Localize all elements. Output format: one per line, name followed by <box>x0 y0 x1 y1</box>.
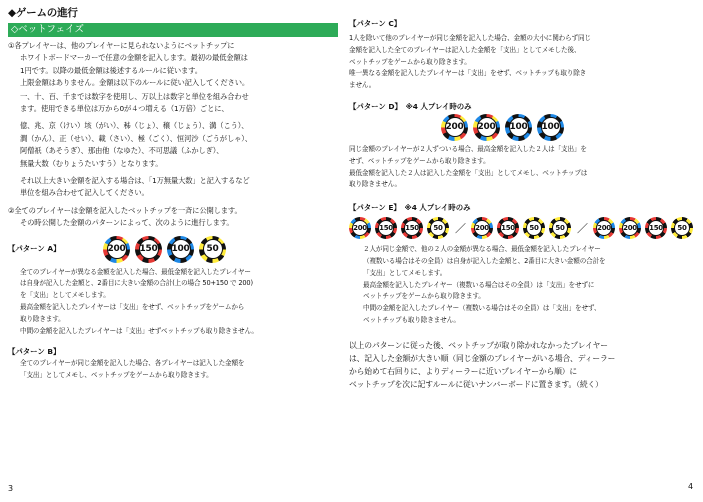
pattern-b-text <box>8 358 343 382</box>
text-line: 金額を記入した全てのプレイヤーは記入した金額を「支出」としてメモした後、 <box>349 45 581 54</box>
text-line: せず、ベットチップをゲームから取り除きます。 <box>349 156 490 165</box>
pattern-d-label: 【パターン D】 ※4 人プレイ時のみ <box>349 101 472 111</box>
text-line: 澗（かん）、正（せい）、載（さい）、極（ごく）、恒河沙（ごうがしゃ）、 <box>20 133 252 143</box>
bet-chip: 200 <box>473 114 500 141</box>
text-line: 億、兆、京（けい）垓（がい）、秭（じょ）、穣（じょう）、溝（こう）、 <box>20 121 249 131</box>
bet-chip: 200 <box>471 217 493 239</box>
closing-paragraph <box>349 339 697 391</box>
pattern-d-text <box>349 144 697 191</box>
bet-chip: 50 <box>671 217 693 239</box>
bet-chip: 50 <box>549 217 571 239</box>
text-line: 中間の金額を記入したプレイヤー（複数いる場合はその全員）は「支出」をせず、 <box>363 304 601 313</box>
bet-chip: 150 <box>135 236 162 263</box>
pattern-e-text <box>349 244 697 327</box>
pattern-a-chips <box>103 236 231 263</box>
bet-chip: 200 <box>593 217 615 239</box>
bet-rules-paragraph <box>8 40 343 170</box>
text-line: は、記入した金額が大きい順（同じ金額のプレイヤーがいる場合、ディーラー <box>349 353 616 363</box>
bet-chip: 50 <box>427 217 449 239</box>
pattern-e-chips <box>349 217 697 239</box>
bet-chip: 200 <box>619 217 641 239</box>
pattern-a-label: 【パターン A】 <box>8 244 61 254</box>
text-line: ベットチップをゲームから取り除きます。 <box>349 57 471 66</box>
text-line: 全てのプレイヤーが異なる金額を記入した場合、最低金額を記入したプレイヤー <box>20 267 251 276</box>
right-page <box>349 0 697 391</box>
left-page <box>8 0 343 382</box>
text-line: 1円です。以降の最低金額は後述するルールに従います。 <box>20 65 202 75</box>
text-line: （複数いる場合はその全員）は自身が記入した金額と、2番目に大きい金額の合計を <box>363 256 606 265</box>
text-line: それ以上大きい金額を記入する場合は、「1万無量大数」と記入するなど <box>20 176 250 186</box>
pattern-b-label: 【パターン B】 <box>8 347 61 357</box>
text-line: 単位を組み合わせて記入してください。 <box>20 188 149 198</box>
text-line: 阿僧祇（あそうぎ）、那由他（なゆた）、不可思議（ふかしぎ）、 <box>20 146 224 156</box>
text-line: 取り除きません。 <box>349 180 401 189</box>
text-line: 唯一異なる金額を記入したプレイヤーは「支出」をせず、ベットチップも取り除き <box>349 69 587 78</box>
page-number: 3 <box>8 484 14 493</box>
text-line: ベットチップも取り除きません。 <box>363 315 460 324</box>
text-line: ベットチップをゲームから取り除きます。 <box>363 292 485 301</box>
unit-combination-paragraph <box>8 175 343 200</box>
text-line: 取り除きます。 <box>20 314 65 323</box>
phase-banner: ◇ベットフェイズ <box>8 23 338 37</box>
bet-chip: 200 <box>349 217 371 239</box>
text-line: 最高金額を記入したプレイヤー（複数いる場合はその全員）は「支出」をせずに <box>363 280 595 289</box>
text-line: 最高金額を記入したプレイヤーは「支出」をせず、ベットチップをゲームから <box>20 303 245 312</box>
text-line: 中間の金額を記入したプレイヤーは「支出」せずベットチップも取り除きません。 <box>20 326 258 335</box>
separator: ／ <box>577 222 588 236</box>
separator: ／ <box>455 222 466 236</box>
text-line: ホワイトボードマーカーで任意の金額を記入します。最初の最低金額は <box>20 53 248 63</box>
text-line: ベットチップを次に記すルールに従いナンバーボードに置きます。（続く） <box>349 379 603 389</box>
pattern-d-chips <box>349 114 697 141</box>
pattern-c-label: 【パターン C】 <box>349 19 402 28</box>
bet-chip: 200 <box>441 114 468 141</box>
text-line: その時公開した金額のパターンによって、次のように進行します。 <box>20 218 234 228</box>
text-line: は自身が記入した金額と、2番目に大きい金額の合計(上の場合 50+150 で 200) <box>20 279 253 288</box>
text-line: ２人が同じ金額で、他の２人の金額が異なる場合、最低金額を記入したプレイヤー <box>363 245 601 254</box>
text-line: 一、十、百、千までは数字を使用し、万以上は数字と単位を組み合わせ <box>20 91 249 101</box>
text-line: 無量大数（むりょうたいすう）となります。 <box>20 158 163 168</box>
pattern-a-text <box>8 267 343 338</box>
bet-chip: 100 <box>505 114 532 141</box>
bet-chip: 50 <box>523 217 545 239</box>
bet-chip: 150 <box>375 217 397 239</box>
bet-chip: 150 <box>497 217 519 239</box>
bet-chip: 150 <box>401 217 423 239</box>
text-line: ①各プレイヤーは、他のプレイヤーに見られないようにベットチップに <box>8 41 235 50</box>
text-line: 「支出」としてメモし、ベットチップをゲームから取り除きます。 <box>20 371 213 380</box>
text-line: 同じ金額のプレイヤーが２人ずついる場合、最高金額を記入した２人は「支出」を <box>349 144 587 153</box>
pattern-e-label: 【パターン E】 ※4 人プレイ時のみ <box>349 203 471 213</box>
text-line: ②全てのプレイヤーは金額を記入したベットチップを一斉に公開します。 <box>8 205 242 215</box>
bet-chip: 50 <box>199 236 226 263</box>
bet-chip: 100 <box>167 236 194 263</box>
reveal-paragraph <box>8 205 343 230</box>
text-line: 1人を除いて他のプレイヤーが同じ金額を記入した場合、金額の大小に関わらず同じ <box>349 34 591 42</box>
pattern-c-text <box>349 33 697 92</box>
text-line: 全てのプレイヤーが同じ金額を記入した場合、各プレイヤーは記入した金額を <box>20 359 245 368</box>
section-title: ◆ゲームの進行 <box>8 7 78 19</box>
text-line: ません。 <box>349 81 376 90</box>
bet-chip: 150 <box>645 217 667 239</box>
page-number: 4 <box>688 482 694 491</box>
text-line: から始めて右回りに、よりディーラーに近いプレイヤーから順）に <box>349 366 578 376</box>
bet-chip: 200 <box>103 236 130 263</box>
text-line: 最低金額を記入した２人は記入した金額を「支出」としてメモし、ベットチップは <box>349 168 588 177</box>
text-line: を「支出」としてメモします。 <box>20 291 110 300</box>
text-line: 「支出」としてメモします。 <box>363 268 447 277</box>
pattern-a-header <box>8 236 343 263</box>
text-line: ます。使用できる単位は万から0が４つ増える（1万倍）ごとに、 <box>20 104 229 114</box>
bet-chip: 100 <box>537 114 564 141</box>
text-line: 上限金額はありません。金額は以下のルールに従い記入してください。 <box>20 78 249 88</box>
text-line: 以上のパターンに従った後、ベットチップが取り除かれなかったプレイヤー <box>349 340 608 350</box>
